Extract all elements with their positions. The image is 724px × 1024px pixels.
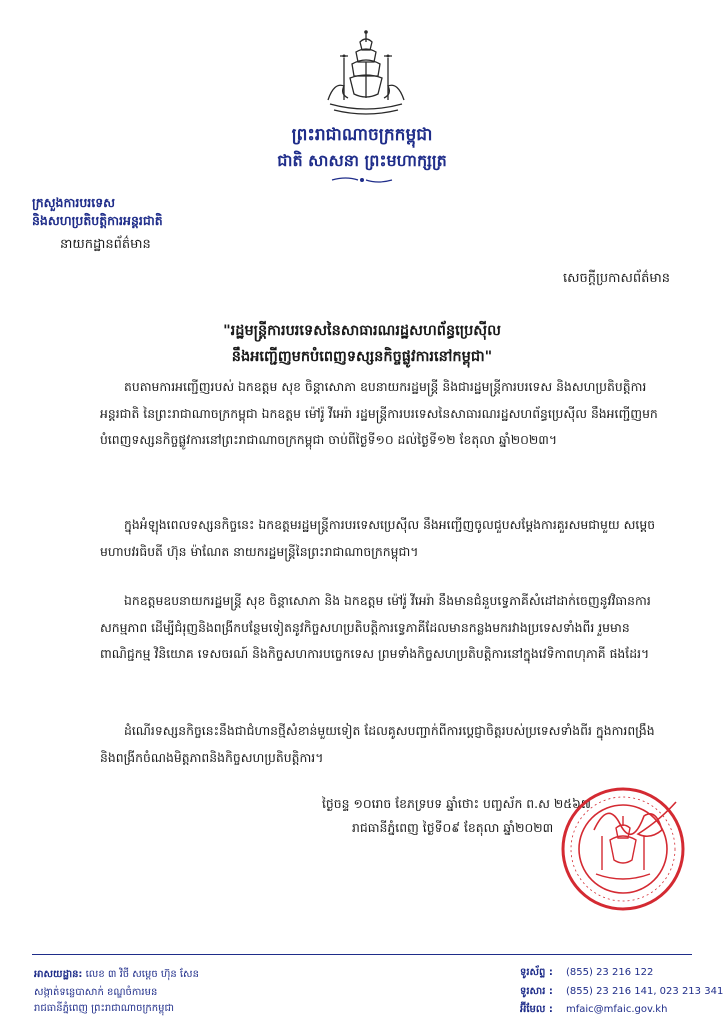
footer-fax: ទូរសារ : (855) 23 216 141, 023 213 341 xyxy=(520,986,724,997)
footer-address-line3: រាជធានីភ្នំពេញ ព្រះរាជាណាចក្រកម្ពុជា xyxy=(34,1003,174,1014)
kingdom-name: ព្រះរាជាណាចក្រកម្ពុជា xyxy=(291,125,433,145)
body-paragraph: ដំណើរទស្សនកិច្ចនេះនឹងជាជំហានថ្មីសំខាន់មួយទៀត ដែលគូសបញ្ជាក់ពីការប្តេជ្ញាចិត្តរបស់ប្រទេសទាំងពីរ ក្នុងការពង្រឹង និងពង្រីកចំណងមិត្តភាពនិងកិច្ចសហប្រតិបត្តិការ។ xyxy=(100,723,655,765)
ministry-name-line2: និងសហប្រតិបត្តិការអន្តរជាតិ xyxy=(32,213,163,228)
national-motto: ជាតិ សាសនា ព្រះមហាក្សត្រ xyxy=(277,151,447,170)
body-paragraph: ក្នុងអំឡុងពេលទស្សនកិច្ចនេះ ឯកឧត្តមរដ្ឋមន្ត្រីការបរទេសប្រេស៊ីល នឹងអញ្ជើញចូលជួបសម្តែងការគួរសមជាមួយ សម្តេចមហាបវរធិបតី ហ៊ុន ម៉ាណែត នាយករដ្ឋមន្ត្រីនៃព្រះរាជាណាចក្រកម្ពុជា។ xyxy=(100,517,656,559)
ministry-name-line1: ក្រសួងការបរទេស xyxy=(32,195,116,210)
body-paragraph: តបតាមការអញ្ជើញរបស់ ឯកឧត្តម សុខ ចិន្តាសោភា ឧបនាយករដ្ឋមន្ត្រី និងជារដ្ឋមន្ត្រីការបរទេស និងសហប្រតិបត្តិការអន្តរជាតិ នៃព្រះរាជាណាចក្រកម្ពុជា ឯកឧត្តម ម៉ៅរ៉ូ វីអេរ៉ា រដ្ឋមន្ត្រីការបរទេសនៃសាធារណរដ្ឋសហព័ន្ធប្រេស៊ីល នឹងអញ្ជើញមកបំពេញទស្សនកិច្ចផ្លូវការនៅព្រះរាជាណាចក្រកម្ពុជា ចាប់ពីថ្ងៃទី១០ ដល់ថ្ងៃទី១២ ខែតុលា ឆ្នាំ២០២៣។ xyxy=(100,379,658,447)
footer-email: អ៊ីមែល : mfaic@mfaic.gov.kh xyxy=(520,1004,668,1015)
royal-coat-of-arms-icon xyxy=(320,28,412,118)
press-release-title-line1: "រដ្ឋមន្ត្រីការបរទេសនៃសាធារណរដ្ឋសហព័ន្ធប្រេស៊ីល xyxy=(223,323,501,339)
body-paragraph: ឯកឧត្តមឧបនាយករដ្ឋមន្ត្រី សុខ ចិន្តាសោភា និង ឯកឧត្តម ម៉ៅរ៉ូ វីអេរ៉ា នឹងមានជំនួបទ្វេភាគីសំដៅដាក់ចេញនូវវិធានការសកម្មភាព ដើម្បីជំរុញនិងពង្រីកបន្ថែមទៀតនូវកិច្ចសហប្រតិបត្តិការទ្វេភាគីដែលមានកន្លងមករវាងប្រទេសទាំងពីរ រួមមានពាណិជ្ជកម្ម វិនិយោគ ទេសចរណ៍ និងកិច្ចសហការបច្ចេកទេស ព្រមទាំងកិច្ចសហប្រតិបត្តិការនៅក្នុងវេទិកាពហុភាគី ផងដែរ។ xyxy=(100,593,651,661)
press-release-title-line2: នឹងអញ្ជើញមកបំពេញទស្សនកិច្ចផ្លូវការនៅកម្ពុជា" xyxy=(231,349,493,365)
footer-divider xyxy=(32,954,692,955)
footer-address-line1: អាសយដ្ឋាន: លេខ ៣ វិថី សម្តេច ហ៊ុន សែន xyxy=(34,969,199,980)
footer-address-line2: សង្កាត់ទន្លេបាសាក់ ខណ្ឌចំការមន xyxy=(34,987,158,998)
lunar-date: ថ្ងៃចន្ទ ១០រោច ខែភទ្របទ ឆ្នាំថោះ បញ្ចស័ក ព.ស ២៥៦៧ xyxy=(322,796,591,811)
signature-icon xyxy=(590,790,680,860)
footer-phone: ទូរស័ព្ទ : (855) 23 216 122 xyxy=(520,967,654,978)
document-type: សេចក្តីប្រកាសព័ត៌មាន xyxy=(562,271,670,286)
ornament-divider-icon xyxy=(330,176,394,184)
issue-date-place: រាជធានីភ្នំពេញ ថ្ងៃទី០៩ ខែតុលា ឆ្នាំ២០២៣ xyxy=(352,820,554,835)
department-name: នាយកដ្ឋានព័ត៌មាន xyxy=(60,237,151,252)
